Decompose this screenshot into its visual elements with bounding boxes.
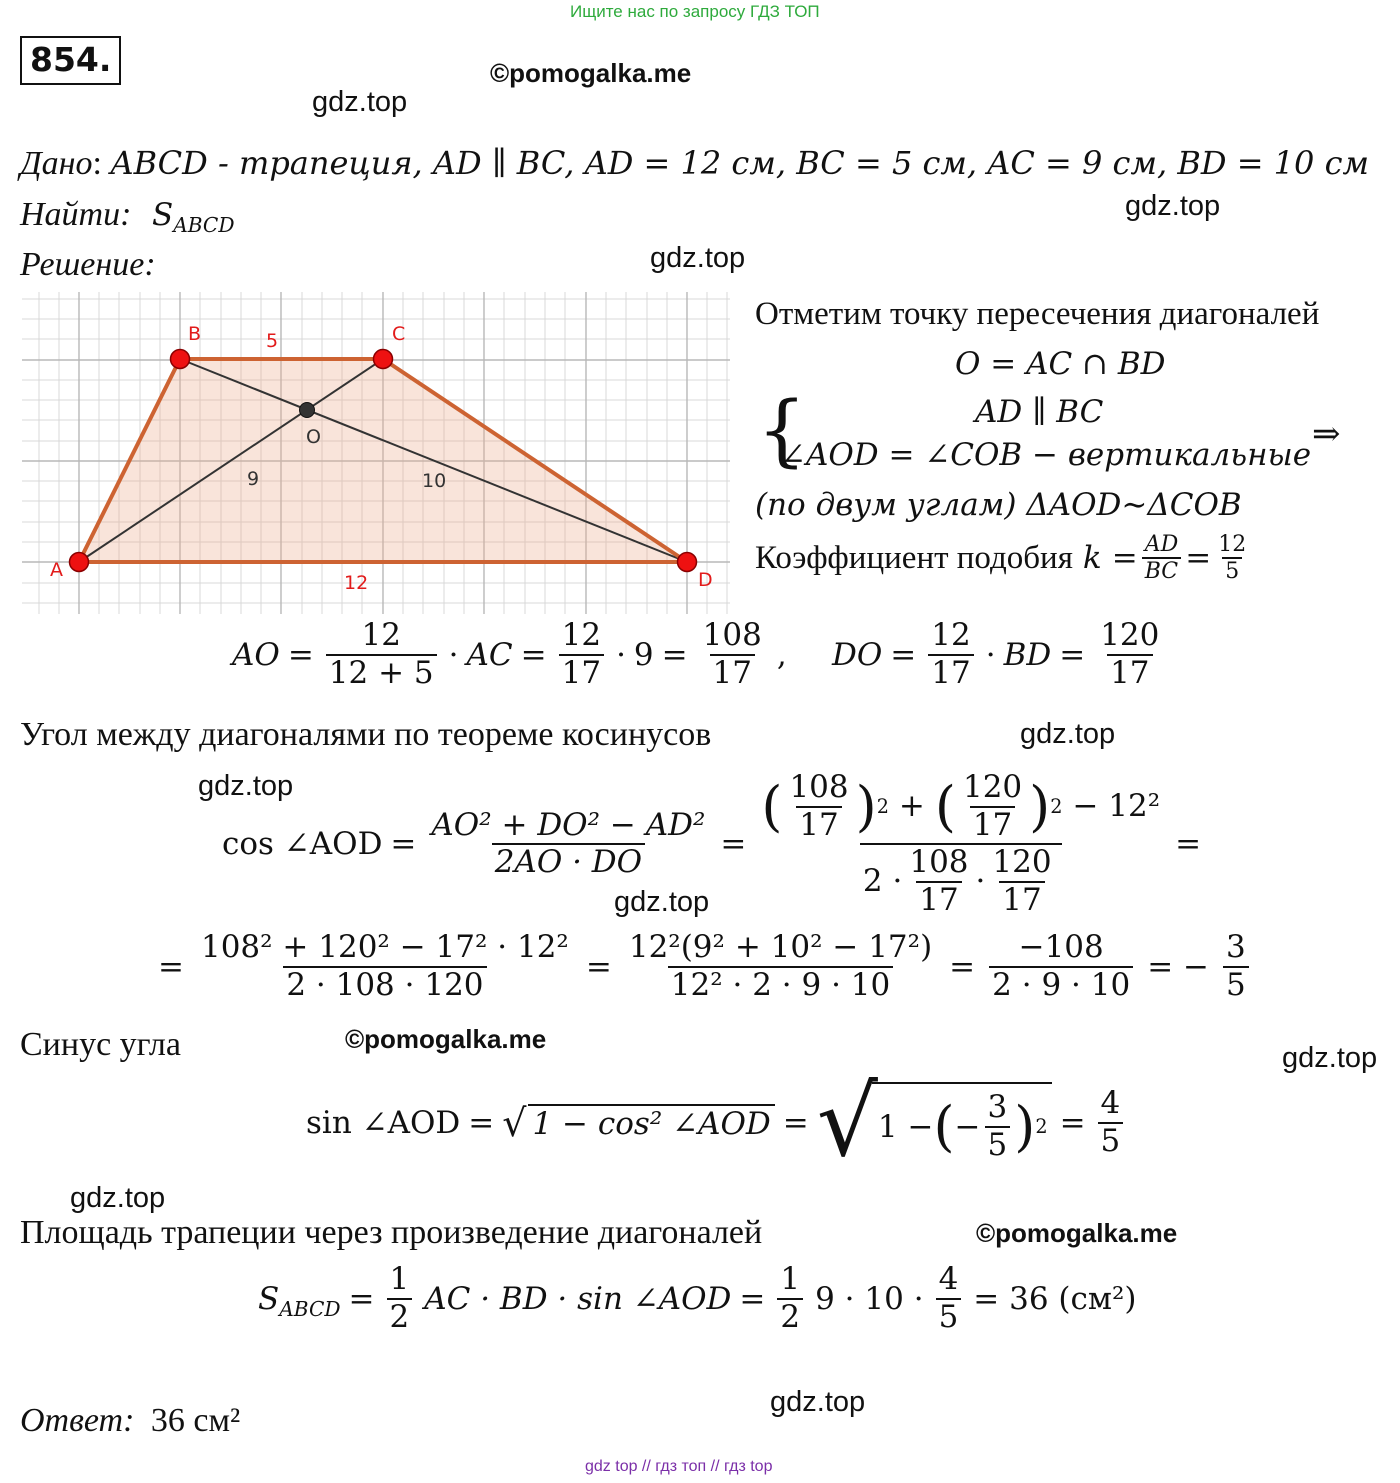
- rc-system-line1: AD ∥ BC: [975, 394, 1104, 430]
- watermark-gdz: gdz.top: [198, 770, 294, 802]
- label-b: B: [188, 323, 202, 345]
- cos-result-num: 3: [1226, 929, 1246, 965]
- cos-b-den: 17: [970, 806, 1015, 844]
- cos-den-b-num: 120: [992, 844, 1052, 881]
- cos-minus-term: − 12²: [1072, 787, 1161, 824]
- sin-inner-den: 5: [985, 1126, 1011, 1164]
- area-subscript: ABCD: [279, 1296, 341, 1321]
- coef-den: BC: [1142, 557, 1181, 584]
- cos-a-den: 17: [796, 806, 841, 844]
- cos-result-den: 5: [1223, 966, 1249, 1004]
- area-sin-num: 4: [938, 1261, 959, 1297]
- ao-f1-den: 12 + 5: [326, 654, 437, 692]
- cosine-label: Угол между диагоналями по теореме косинусов: [20, 716, 712, 753]
- cos-lhs: cos ∠AOD: [222, 826, 383, 863]
- ao-f3-num: 108: [702, 617, 762, 653]
- point-c: [374, 350, 393, 369]
- watermark-pomogalka: ©pomogalka.me: [490, 58, 692, 88]
- area-numeric: 9 · 10 ·: [815, 1280, 924, 1317]
- given-line: Дано: ABCD - трапеция, AD ∥ BC, AD = 12 см, BC = 5 см, AC = 9 см, BD = 10 см: [20, 144, 1370, 182]
- coef-val-num: 12: [1218, 532, 1247, 557]
- ao-f1-num: 12: [361, 617, 401, 653]
- cosine-equation-1: cos ∠AOD = $\frac{\text{AO² + DO² − AD²}}{2AO \cdot DO}$ = ( $\frac{108}{17}$ ) 2 + ( $\frac{120}{17}$ ) 2 − 12² 2 · $\frac{108}{17}$ · $\frac{120}{17}$ =: [222, 769, 1202, 918]
- rc-similarity: (по двум углам) ΔAOD∼ΔCOB: [755, 487, 1242, 523]
- sin-result-den: 5: [1098, 1122, 1124, 1160]
- watermark-gdz: gdz.top: [1282, 1042, 1378, 1074]
- ao-lhs: AO: [232, 636, 280, 673]
- cos-den-prefix: 2 ·: [862, 863, 903, 900]
- answer-label: Ответ:: [20, 1402, 135, 1439]
- sin-result-num: 4: [1100, 1085, 1121, 1121]
- cos-row2-f3-num: −108: [1018, 929, 1104, 965]
- ao-mid: AC: [466, 636, 513, 673]
- rc-intersection: O = AC ∩ BD: [955, 346, 1166, 382]
- edge-label-bc: 5: [266, 330, 279, 352]
- sine-label: Синус угла: [20, 1026, 181, 1063]
- watermark-gdz: gdz.top: [1125, 190, 1221, 222]
- label-o: O: [306, 426, 321, 448]
- area-label: Площадь трапеции через произведение диагоналей: [20, 1214, 763, 1251]
- area-half-den-2: 2: [777, 1298, 803, 1336]
- do-mid: BD: [1003, 636, 1052, 673]
- do-f1-den: 17: [928, 654, 973, 692]
- coef-label: Коэффициент подобия: [755, 539, 1073, 576]
- area-result: = 36 (см²): [973, 1280, 1137, 1317]
- footer-links: gdz top // гдз топ // гдз top: [585, 1458, 773, 1475]
- find-line: [20, 196, 235, 238]
- label-a: A: [50, 559, 63, 581]
- cos-row2-f2-den: 12² · 2 · 9 · 10: [668, 966, 893, 1004]
- area-symbol: S: [258, 1280, 280, 1317]
- top-banner: Ищите нас по запросу ГДЗ ТОП: [570, 2, 820, 21]
- watermark-gdz: gdz.top: [312, 86, 408, 118]
- do-lhs: DO: [832, 636, 883, 673]
- cos-f1-den: 2AO · DO: [492, 843, 645, 881]
- cos-row2-f2-num: 12²(9² + 10² − 17²): [628, 929, 933, 965]
- given-label: Дано: [20, 145, 93, 182]
- given-text: ABCD - трапеция, AD ∥ BC, AD = 12 см, BC = 5 см, AC = 9 см, BD = 10 см: [110, 144, 1370, 182]
- watermark-gdz: gdz.top: [1020, 718, 1116, 750]
- system-brace: {: [757, 386, 807, 476]
- sine-equation: sin ∠AOD = √ 1 − cos² ∠AOD = √ 1 − ( − $\frac{3}{5}$ ) 2 = $\frac{4}{5}$: [306, 1082, 1127, 1163]
- cos-a-num: 108: [789, 769, 849, 805]
- find-label: Найти:: [20, 196, 132, 233]
- point-b: [171, 350, 190, 369]
- area-sin-den: 5: [936, 1298, 962, 1336]
- label-d: D: [698, 569, 713, 591]
- trapezoid-figure: [22, 292, 730, 614]
- point-o: [300, 403, 315, 418]
- coef-var: k: [1082, 540, 1102, 577]
- do-f2-num: 120: [1100, 617, 1160, 653]
- coef-val-den: 5: [1222, 557, 1242, 584]
- watermark-pomogalka: ©pomogalka.me: [976, 1218, 1178, 1248]
- answer-value: 36 см²: [150, 1402, 241, 1439]
- cos-big-fraction: ( $\frac{108}{17}$ ) 2 + ( $\frac{120}{17}$ ) 2 − 12² 2 · $\frac{108}{17}$ · $\frac{120}{17}$: [761, 769, 1161, 918]
- ao-times: 9: [633, 636, 654, 673]
- watermark-gdz: gdz.top: [770, 1386, 866, 1418]
- point-d: [678, 553, 697, 572]
- watermark-gdz: gdz.top: [614, 886, 710, 918]
- cos-den-a-den: 17: [916, 881, 961, 919]
- ao-f3-den: 17: [710, 654, 755, 692]
- implies-arrow: ⇒: [1312, 414, 1341, 454]
- rc-coefficient: Коэффициент подобия k = $\frac{AD}{BC}$ = $\frac{12}{5}$: [755, 532, 1253, 585]
- problem-number: 854.: [20, 36, 121, 85]
- area-equation: $S_{ABCD}$ = $\frac{1}{2}$ AC · BD · sin ∠AOD = $\frac{1}{2}$ 9 · 10 · $\frac{4}{5}$ = 36 (см²): [258, 1261, 1137, 1335]
- cosine-equation-2: = $\frac{\text{108² + 120² − 17² · 12²}}{2 \cdot 108 \cdot 120}$ = $\frac{\text{12²(9² + 10² − 17²)}}{\text{12² · 2 · 9 · 10}}$ = $\frac{-108}{2 \cdot 9 \cdot 10}$ = − $\frac{3}{5}$: [158, 930, 1253, 1003]
- point-a: [70, 553, 89, 572]
- cos-row2-f1-den: 2 · 108 · 120: [283, 966, 486, 1004]
- edge-label-ac: 9: [247, 468, 260, 490]
- ao-f2-num: 12: [561, 617, 602, 653]
- answer-line: [20, 1402, 240, 1440]
- find-subscript: ABCD: [173, 213, 235, 238]
- sin-lhs: sin ∠AOD: [306, 1104, 461, 1141]
- sin-inner-num: 3: [987, 1089, 1008, 1125]
- do-f1-num: 12: [931, 617, 971, 653]
- segment-ao-equation: AO = $\frac{12}{12 + 5}$ · AC = $\frac{12}{17}$ · 9 = $\frac{108}{17}$ ,: [232, 617, 787, 691]
- cos-row2-f3-den: 2 · 9 · 10: [989, 966, 1133, 1004]
- solution-label: Решение:: [20, 246, 156, 283]
- edge-label-bd: 10: [422, 470, 447, 492]
- cos-den-a-num: 108: [909, 844, 969, 881]
- label-c: C: [392, 323, 406, 345]
- find-symbol: S: [151, 197, 174, 233]
- cos-f1-num: AO² + DO² − AD²: [431, 806, 706, 843]
- coef-num: AD: [1144, 532, 1179, 557]
- do-f2-den: 17: [1107, 654, 1152, 692]
- sin-radicand: 1 − cos² ∠AOD: [528, 1104, 774, 1142]
- watermark-gdz: gdz.top: [650, 242, 746, 274]
- watermark-gdz: gdz.top: [70, 1182, 166, 1214]
- area-expr: AC · BD · sin ∠AOD: [424, 1280, 732, 1317]
- ao-f2-den: 17: [559, 654, 604, 692]
- area-half-num-2: 1: [780, 1261, 801, 1297]
- edge-label-ad: 12: [344, 572, 369, 594]
- rc-system-line2: ∠AOD = ∠COB − вертикальные: [780, 437, 1312, 473]
- rc-intro: Отметим точку пересечения диагоналей: [755, 296, 1320, 332]
- watermark-pomogalka: ©pomogalka.me: [345, 1024, 547, 1054]
- segment-do-equation: DO = $\frac{12}{17}$ · BD = $\frac{120}{17}$: [832, 618, 1166, 691]
- cos-row2-f1-num: 108² + 120² − 17² · 12²: [200, 929, 569, 965]
- area-half-num: 1: [389, 1261, 410, 1297]
- cos-den-b-den: 17: [999, 881, 1044, 919]
- area-half-den: 2: [387, 1298, 413, 1336]
- cos-b-num: 120: [962, 769, 1023, 805]
